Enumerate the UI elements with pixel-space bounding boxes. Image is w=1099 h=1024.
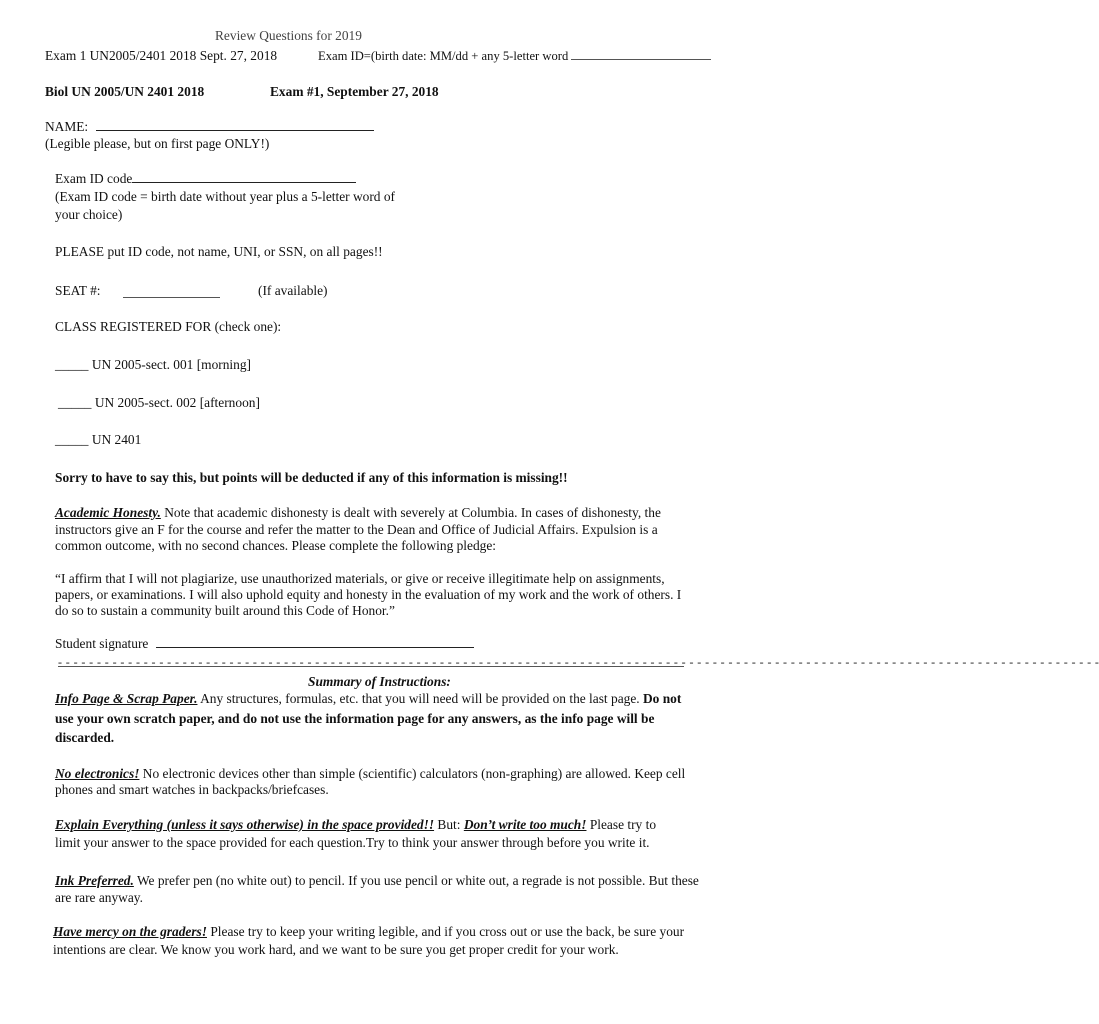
exam-id-note-2: your choice) [55,207,123,222]
name-note: (Legible please, but on first page ONLY!) [45,136,270,151]
seat-label: SEAT #: [55,283,101,298]
id-instruction: PLEASE put ID code, not name, UNI, or SSN, on all pages!! [55,244,383,259]
page-top-title: Review Questions for 2019 [215,28,362,43]
exam-id-header-blank[interactable] [571,47,711,60]
mercy-line-1: Have mercy on the graders! Please try to keep your writing legible, and if you cross out or use the back, be sure your [53,924,685,939]
exam-id-note-1: (Exam ID code = birth date without year plus a 5-letter word of [55,189,395,204]
pledge-line-3: do so to sustain a community built around this Code of Honor.” [55,603,395,618]
info-heading: Info Page & Scrap Paper. [55,691,198,706]
seat-blank[interactable] [123,285,220,298]
ink-heading: Ink Preferred. [55,873,134,888]
honesty-line-1: Academic Honesty. Note that academic dishonesty is dealt with severely at Columbia. In cases of dishonesty, the [55,505,661,520]
honesty-line-3: common outcome, with no second chances. Please complete the following pledge: [55,538,497,553]
info-line-1: Info Page & Scrap Paper. Any structures, formulas, etc. that you will need will be provided on the last page. Do not [55,691,682,706]
section-divider-line [58,666,684,667]
info-line-3: discarded. [55,730,115,745]
honesty-heading: Academic Honesty. [55,505,161,520]
explain-line-1: Explain Everything (unless it says otherwise) in the space provided!! But: Don’t write too much! Please try to [55,817,657,832]
exam-line-right: Exam ID=(birth date: MM/dd + any 5-letter word [318,47,711,65]
name-blank[interactable] [96,118,374,131]
electronics-line-2: phones and smart watches in backpacks/briefcases. [55,782,329,797]
pledge-line-2: papers, or examinations. I will also uphold equity and honesty in the evaluation of my work and the work of others. I [55,587,682,602]
info-line-2: use your own scratch paper, and do not use the information page for any answers, as the info page will be [55,711,655,726]
mercy-heading: Have mercy on the graders! [53,924,207,939]
seat-note: (If available) [258,283,328,298]
honesty-line-2: instructors give an F for the course and refer the matter to the Dean and Office of Judicial Affairs. Expulsion is a [55,522,658,537]
name-label: NAME: [45,119,89,134]
exam-line-left: Exam 1 UN2005/2401 2018 Sept. 27, 2018 [45,48,278,63]
instructions-title: Summary of Instructions: [308,674,451,689]
dont-write-too-much-heading: Don’t write too much! [463,817,587,832]
class-option-morning[interactable]: _____ UN 2005-sect. 001 [morning] [55,357,251,372]
class-option-un2401[interactable]: _____ UN 2401 [55,432,142,447]
pledge-line-1: “I affirm that I will not plagiarize, use unauthorized materials, or give or receive illegitimate help on assignments, [55,571,665,586]
exam-id-row [55,170,356,187]
section-divider: - - - - - - - - - - - - - - - - - - - - - - - - - - - - - - - - - - - - - - - - - - - - - - - - - - - - - - - - - - - - - - - - - - - - - - - - - - - - - - - - - - - - - - - - - - - - - - - - - - - - - - - - - - - - - - - - - - - - - - - - - - - - - - - - - - - - - - [58,655,1099,669]
signature-label: Student signature [55,636,149,651]
signature-blank[interactable] [156,635,474,648]
electronics-line-1: No electronics! No electronic devices other than simple (scientific) calculators (non-graphing) are allowed. Keep cell [55,766,686,781]
exam-id-blank[interactable] [132,170,356,183]
class-label: CLASS REGISTERED FOR (check one): [55,319,282,334]
class-option-afternoon[interactable]: _____ UN 2005-sect. 002 [afternoon] [58,395,260,410]
explain-line-2: limit your answer to the space provided for each question.Try to think your answer through before you write it. [55,835,650,850]
electronics-heading: No electronics! [55,766,140,781]
ink-line-2: are rare anyway. [55,890,143,905]
ink-line-1: Ink Preferred. We prefer pen (no white out) to pencil. If you use pencil or white out, a regrade is not possible. But these [55,873,699,888]
signature-row [55,635,474,652]
course-code: Biol UN 2005/UN 2401 2018 [45,84,205,99]
exam-id-label: Exam ID code [55,171,133,186]
mercy-line-2: intentions are clear. We know you work hard, and we want to be sure you get proper credit for your work. [53,942,619,957]
name-row [45,118,374,135]
exam-title: Exam #1, September 27, 2018 [270,84,439,99]
explain-heading: Explain Everything (unless it says otherwise) in the space provided!! [55,817,435,832]
missing-info-warning: Sorry to have to say this, but points will be deducted if any of this information is missing!! [55,470,568,485]
